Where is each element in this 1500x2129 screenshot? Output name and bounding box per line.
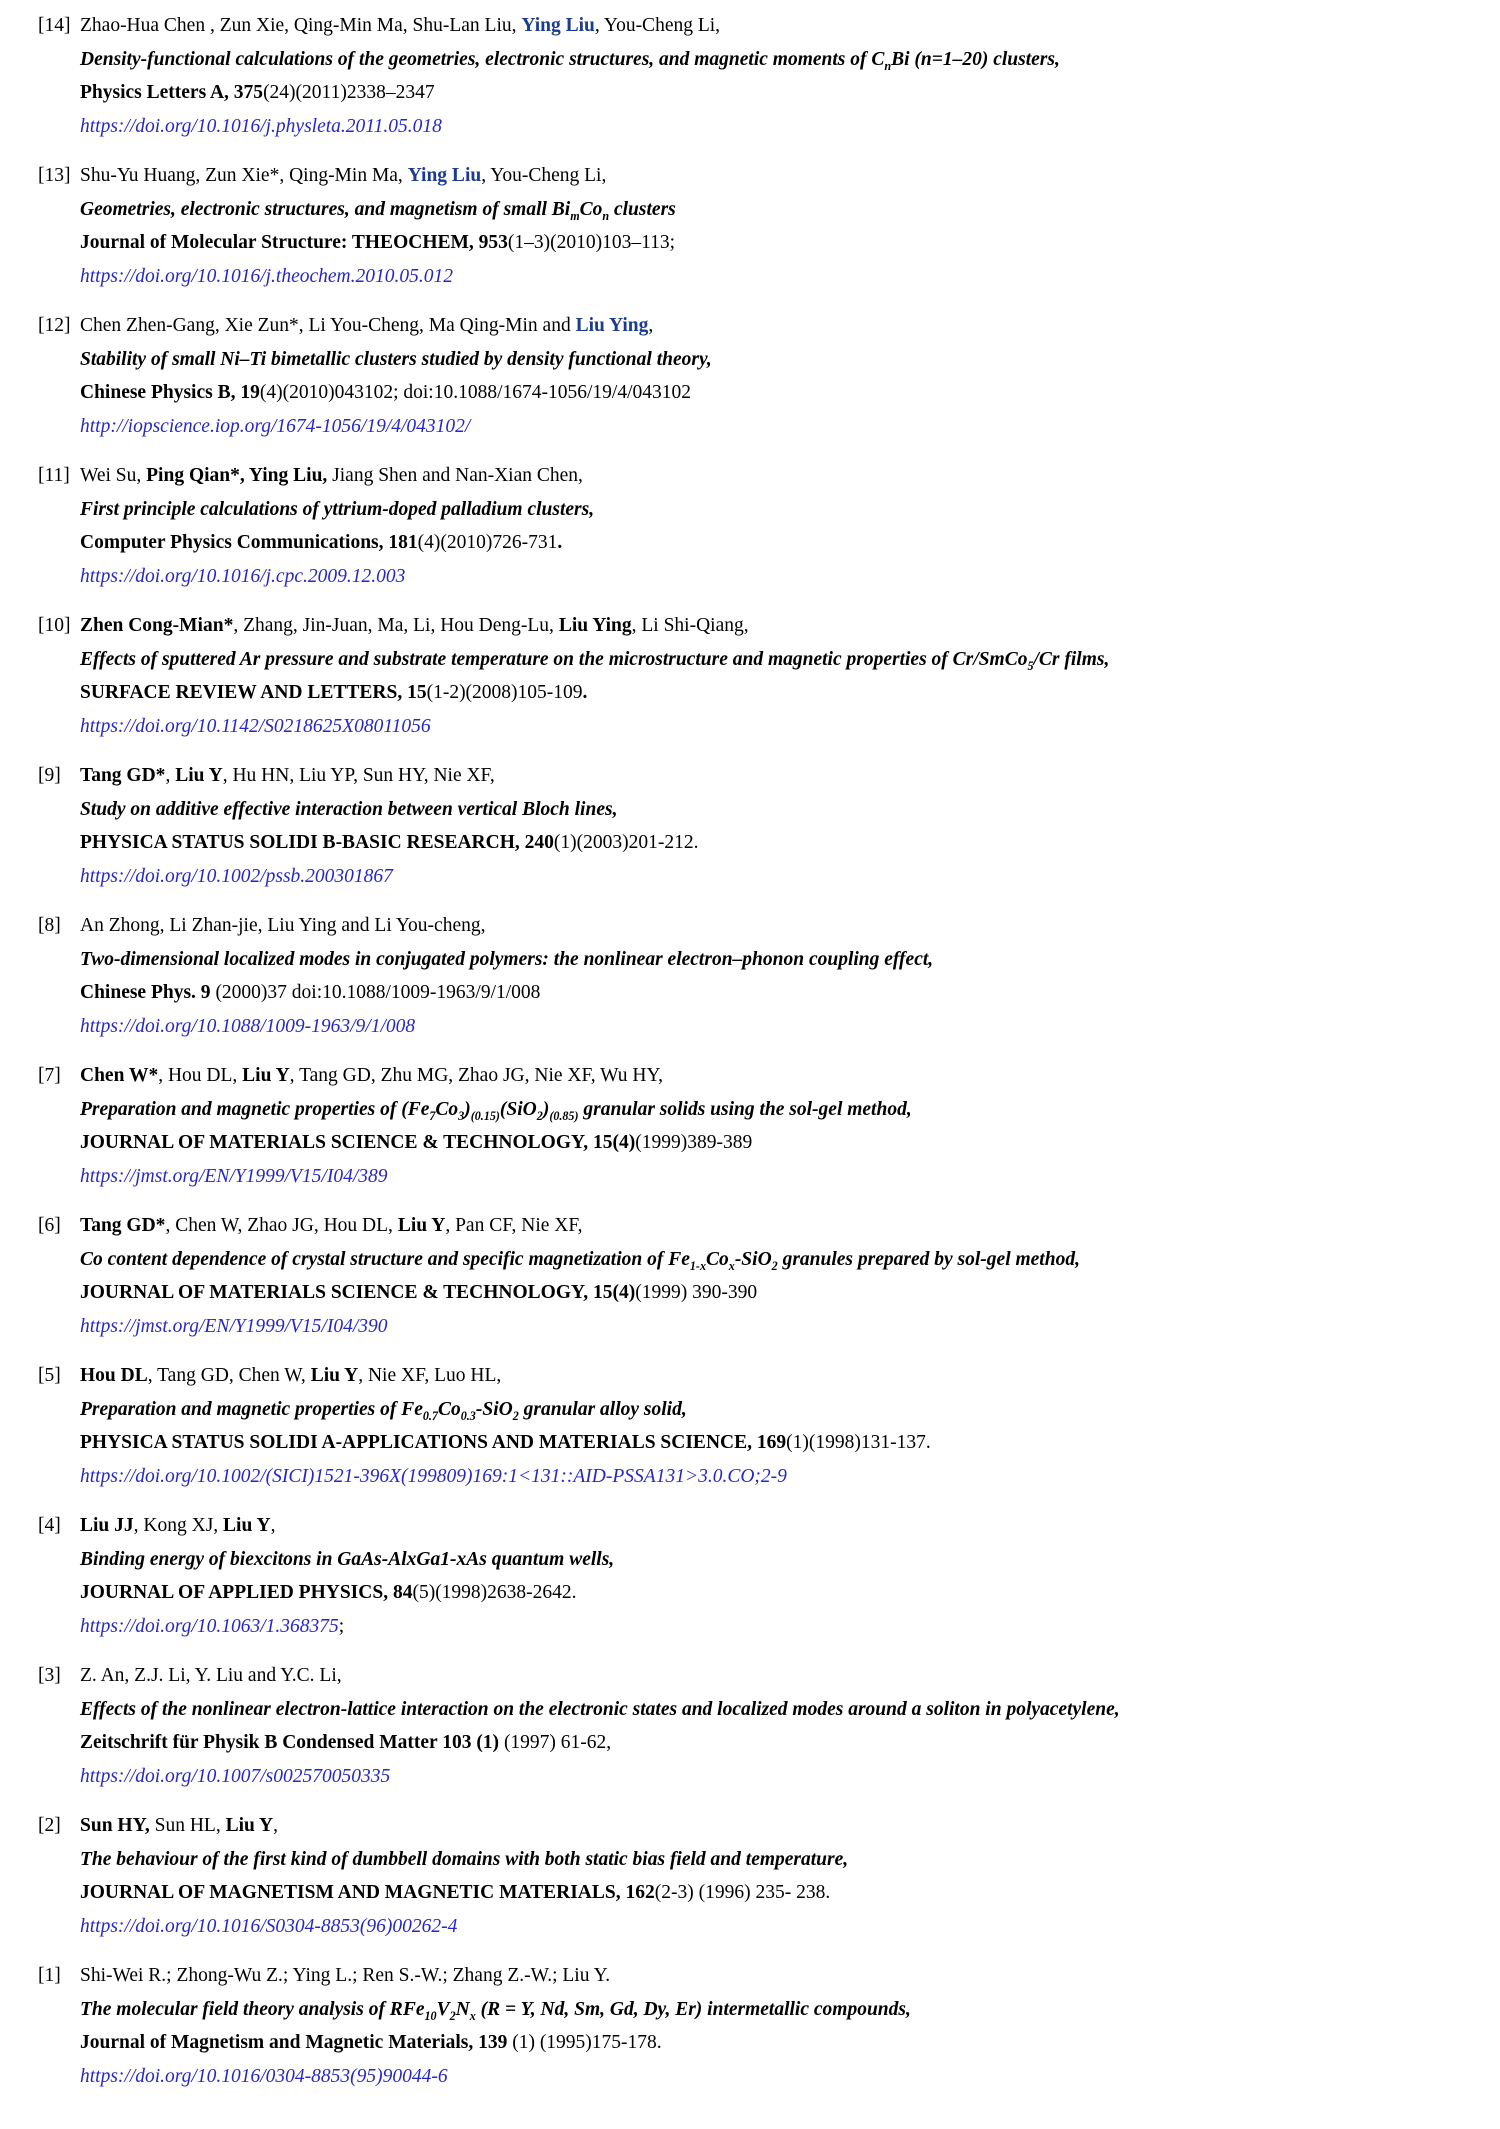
text-segment: 0.7 <box>422 1408 438 1423</box>
reference-item <box>38 909 1472 1043</box>
text-segment: Co <box>435 1098 459 1120</box>
reference-journal <box>80 1576 1472 1610</box>
reference-authors <box>80 1509 1472 1543</box>
text-segment: ) <box>464 1098 471 1120</box>
reference-link-line <box>80 410 1472 444</box>
doi-link[interactable]: https://doi.org/10.1016/j.physleta.2011.05.018 <box>80 115 442 137</box>
text-segment: , You-Cheng Li, <box>481 165 607 186</box>
reference-body <box>80 609 1472 743</box>
reference-link-line <box>80 260 1472 294</box>
text-segment: 2 <box>771 1258 778 1273</box>
text-segment: Ying Liu <box>521 15 595 36</box>
reference-body <box>80 1209 1472 1343</box>
text-segment: , Li Shi-Qiang, <box>631 615 749 636</box>
reference-number: [4] <box>38 1515 61 1536</box>
text-segment: Liu Ying <box>558 615 632 636</box>
reference-item <box>38 309 1472 443</box>
text-segment: Co content dependence of crystal structure and specific magnetization of Fe <box>80 1248 690 1270</box>
reference-authors <box>80 609 1472 643</box>
reference-authors <box>80 1359 1472 1393</box>
reference-number: [12] <box>38 315 71 336</box>
text-segment: Preparation and magnetic properties of Fe <box>80 1398 423 1420</box>
text-segment: Binding energy of biexcitons in GaAs-AlxGa1-xAs quantum wells, <box>80 1548 615 1570</box>
text-segment: (SiO <box>499 1098 537 1120</box>
text-segment: Computer Physics Communications, 181 <box>80 532 418 553</box>
reference-link-line <box>80 1910 1472 1944</box>
text-segment: (2-3) (1996) 235- 238. <box>654 1882 831 1903</box>
text-segment: 7 <box>429 1108 436 1123</box>
text-segment: , Tang GD, Zhu MG, Zhao JG, Nie XF, Wu HY, <box>289 1065 663 1086</box>
text-segment: , Kong XJ, <box>133 1515 224 1536</box>
reference-link-line <box>80 1760 1472 1794</box>
text-segment: Shi-Wei R.; Zhong-Wu Z.; Ying L.; Ren S.-W.; Zhang Z.-W.; Liu Y. <box>80 1965 611 1986</box>
text-segment: granules prepared by sol-gel method, <box>777 1248 1080 1270</box>
reference-authors <box>80 459 1472 493</box>
reference-journal <box>80 226 1472 260</box>
text-segment: n <box>602 208 610 223</box>
reference-authors <box>80 9 1472 43</box>
text-segment: (1999)389-389 <box>635 1132 753 1153</box>
reference-journal <box>80 376 1472 410</box>
reference-journal <box>80 1126 1472 1160</box>
reference-title <box>80 43 1472 77</box>
reference-body <box>80 909 1472 1043</box>
reference-title <box>80 1243 1472 1277</box>
reference-body <box>80 459 1472 593</box>
reference-journal <box>80 1276 1472 1310</box>
reference-item <box>38 759 1472 893</box>
text-segment: , <box>648 315 654 336</box>
text-segment: -SiO <box>734 1248 772 1270</box>
text-segment: Ping Qian*, Ying Liu, <box>146 465 328 486</box>
text-segment: (2000)37 doi:10.1088/1009-1963/9/1/008 <box>210 982 541 1003</box>
text-segment: Liu Y <box>223 1515 271 1536</box>
reference-item <box>38 1809 1472 1943</box>
text-segment: , Zhang, Jin-Juan, Ma, Li, Hou Deng-Lu, <box>233 615 559 636</box>
text-segment: (1-2)(2008)105-109 <box>426 682 583 703</box>
reference-journal <box>80 1876 1472 1910</box>
reference-journal <box>80 1726 1472 1760</box>
reference-link-line <box>80 1610 1472 1644</box>
doi-link[interactable]: https://doi.org/10.1016/S0304-8853(96)00262-4 <box>80 1915 458 1937</box>
reference-title <box>80 1693 1472 1727</box>
reference-list <box>38 9 1472 2093</box>
reference-body <box>80 1509 1472 1643</box>
text-segment: (1997) 61-62, <box>499 1732 612 1753</box>
reference-item <box>38 1959 1472 2093</box>
reference-authors <box>80 1059 1472 1093</box>
reference-item <box>38 9 1472 143</box>
reference-title <box>80 793 1472 827</box>
reference-number: [14] <box>38 15 71 36</box>
reference-body <box>80 159 1472 293</box>
text-segment: 5 <box>1027 658 1034 673</box>
reference-authors <box>80 909 1472 943</box>
text-segment: PHYSICA STATUS SOLIDI A-APPLICATIONS AND MATERIALS SCIENCE, 169 <box>80 1432 787 1453</box>
reference-number: [5] <box>38 1365 61 1386</box>
text-segment: Liu Y <box>225 1815 274 1836</box>
reference-authors <box>80 309 1472 343</box>
text-segment: (1) (1995)175-178. <box>507 2032 662 2053</box>
reference-body <box>80 9 1472 143</box>
reference-title <box>80 1543 1472 1577</box>
text-segment: 1-x <box>689 1258 706 1273</box>
reference-number: [2] <box>38 1815 61 1836</box>
text-segment: , <box>165 765 176 786</box>
reference-journal <box>80 76 1472 110</box>
reference-link-line <box>80 1460 1472 1494</box>
text-segment: Preparation and magnetic properties of (Fe <box>80 1098 430 1120</box>
text-segment: Journal of Magnetism and Magnetic Materials, 139 <box>80 2032 508 2053</box>
text-segment: (4)(2010)043102; doi:10.1088/1674-1056/19/4/043102 <box>259 382 692 403</box>
text-segment: An Zhong, Li Zhan-jie, Liu Ying and Li You-cheng, <box>80 915 486 936</box>
reference-title <box>80 1393 1472 1427</box>
reference-item <box>38 1059 1472 1193</box>
doi-link[interactable]: https://doi.org/10.1007/s002570050335 <box>80 1765 391 1787</box>
reference-authors <box>80 1809 1472 1843</box>
reference-body <box>80 309 1472 443</box>
text-segment: 2 <box>512 1408 519 1423</box>
text-segment: The molecular field theory analysis of RFe <box>80 1998 425 2020</box>
text-segment: First principle calculations of yttrium-doped palladium clusters, <box>80 498 595 520</box>
doi-link[interactable]: https://jmst.org/EN/Y1999/V15/I04/390 <box>80 1315 388 1337</box>
text-segment: 2 <box>536 1108 543 1123</box>
reference-title <box>80 343 1472 377</box>
reference-authors <box>80 1959 1472 1993</box>
text-segment: Co <box>437 1398 461 1420</box>
text-segment: , Nie XF, Luo HL, <box>358 1365 502 1386</box>
text-segment: m <box>570 208 580 223</box>
text-segment: (1)(1998)131-137. <box>786 1432 931 1453</box>
reference-link-line <box>80 110 1472 144</box>
reference-item <box>38 1659 1472 1793</box>
text-segment: , Hou DL, <box>158 1065 243 1086</box>
doi-link[interactable]: https://doi.org/10.1002/pssb.200301867 <box>80 865 393 887</box>
text-segment: 2 <box>449 2008 456 2023</box>
reference-link-line <box>80 2060 1472 2094</box>
doi-link[interactable]: https://doi.org/10.1088/1009-1963/9/1/008 <box>80 1015 416 1037</box>
text-segment: JOURNAL OF MAGNETISM AND MAGNETIC MATERIALS, 162 <box>80 1882 655 1903</box>
reference-body <box>80 759 1472 893</box>
reference-number: [1] <box>38 1965 61 1986</box>
text-segment: Liu Y <box>175 765 223 786</box>
text-segment: Liu Y <box>242 1065 290 1086</box>
text-segment: (4)(2010)726-731 <box>417 532 558 553</box>
text-segment: Liu Y <box>310 1365 359 1386</box>
text-segment: (24)(2011)2338–2347 <box>263 82 435 103</box>
text-segment: clusters <box>609 198 676 220</box>
text-segment: Wei Su, <box>80 465 147 486</box>
text-segment: Geometries, electronic structures, and magnetism of small Bi <box>80 198 571 220</box>
text-segment: (5)(1998)2638-2642. <box>412 1582 577 1603</box>
text-segment: Liu Y <box>397 1215 446 1236</box>
doi-link[interactable]: https://doi.org/10.1016/j.theochem.2010.05.012 <box>80 265 454 287</box>
text-segment: , Hu HN, Liu YP, Sun HY, Nie XF, <box>222 765 495 786</box>
text-segment: Hou DL <box>80 1365 148 1386</box>
reference-link-line <box>80 560 1472 594</box>
text-segment: Effects of the nonlinear electron-lattice interaction on the electronic states and localized modes around a soliton in polyacetylene, <box>80 1698 1120 1720</box>
reference-link-line <box>80 860 1472 894</box>
text-segment: , You-Cheng Li, <box>594 15 721 36</box>
text-segment: Tang GD* <box>80 765 166 786</box>
text-segment: Two-dimensional localized modes in conjugated polymers: the nonlinear electron–phonon coupling effect, <box>80 948 934 970</box>
text-segment: Physics Letters A, 375 <box>80 82 264 103</box>
reference-link-line <box>80 1310 1472 1344</box>
text-segment: , Chen W, Zhao JG, Hou DL, <box>165 1215 398 1236</box>
text-segment: N <box>455 1998 470 2020</box>
text-segment: Co <box>579 198 603 220</box>
text-segment: Co <box>706 1248 729 1270</box>
reference-item <box>38 609 1472 743</box>
text-segment: , <box>270 1515 276 1536</box>
reference-link-line <box>80 1160 1472 1194</box>
reference-title <box>80 943 1472 977</box>
text-segment: Journal of Molecular Structure: THEOCHEM, 953 <box>80 232 508 253</box>
reference-title <box>80 1993 1472 2027</box>
reference-journal <box>80 676 1472 710</box>
text-segment: 0.3 <box>460 1408 476 1423</box>
reference-number: [7] <box>38 1065 61 1086</box>
reference-title <box>80 1843 1472 1877</box>
doi-link[interactable]: https://doi.org/10.1142/S0218625X08011056 <box>80 715 431 737</box>
reference-authors <box>80 159 1472 193</box>
text-segment: Jiang Shen and Nan-Xian Chen, <box>327 465 583 486</box>
text-segment: The behaviour of the first kind of dumbbell domains with both static bias field and temperature, <box>80 1848 849 1870</box>
text-segment: Sun HY, <box>80 1815 150 1836</box>
text-segment: JOURNAL OF APPLIED PHYSICS, 84 <box>80 1582 413 1603</box>
text-segment: n <box>884 58 892 73</box>
text-segment: Study on additive effective interaction between vertical Bloch lines, <box>80 798 618 820</box>
text-segment: , Pan CF, Nie XF, <box>445 1215 583 1236</box>
text-segment: Liu JJ <box>80 1515 134 1536</box>
reference-title <box>80 643 1472 677</box>
text-segment: (1999) 390-390 <box>635 1282 758 1303</box>
reference-item <box>38 1209 1472 1343</box>
text-segment: , Tang GD, Chen W, <box>147 1365 311 1386</box>
text-segment: . <box>557 532 563 553</box>
reference-number: [11] <box>38 465 70 486</box>
text-segment: Chen Zhen-Gang, Xie Zun*, Li You-Cheng, Ma Qing-Min and <box>80 315 576 336</box>
text-segment: /Cr films, <box>1033 648 1110 670</box>
reference-journal <box>80 1426 1472 1460</box>
reference-body <box>80 1059 1472 1193</box>
reference-title <box>80 493 1472 527</box>
reference-journal <box>80 976 1472 1010</box>
text-segment: Effects of sputtered Ar pressure and substrate temperature on the microstructure and magnetic properties of Cr/SmCo <box>80 648 1028 670</box>
reference-number: [10] <box>38 615 71 636</box>
text-segment: V <box>436 1998 450 2020</box>
reference-item <box>38 159 1472 293</box>
text-segment: ) <box>542 1098 550 1120</box>
reference-number: [6] <box>38 1215 61 1236</box>
reference-journal <box>80 826 1472 860</box>
doi-link[interactable]: https://doi.org/10.1063/1.368375 <box>80 1615 339 1637</box>
reference-number: [3] <box>38 1665 61 1686</box>
text-segment: Bi (n=1–20) clusters, <box>891 48 1060 70</box>
text-segment: Sun HL, <box>149 1815 226 1836</box>
text-segment: granular solids using the sol-gel method, <box>578 1098 912 1120</box>
reference-authors <box>80 1209 1472 1243</box>
text-segment: Z. An, Z.J. Li, Y. Liu and Y.C. Li, <box>80 1665 342 1686</box>
reference-title <box>80 1093 1472 1127</box>
text-segment: 3 <box>458 1108 465 1123</box>
reference-authors <box>80 1659 1472 1693</box>
text-segment: 10 <box>424 2008 437 2023</box>
text-segment: x <box>469 2008 476 2023</box>
reference-body <box>80 1959 1472 2093</box>
text-segment: granular alloy solid, <box>518 1398 687 1420</box>
reference-authors <box>80 759 1472 793</box>
text-segment: (1)(2003)201-212. <box>553 832 699 853</box>
text-segment: Stability of small Ni–Ti bimetallic clusters studied by density functional theory, <box>80 348 712 370</box>
text-segment: PHYSICA STATUS SOLIDI B-BASIC RESEARCH, 240 <box>80 832 554 853</box>
reference-item <box>38 1359 1472 1493</box>
text-segment: Zhen Cong-Mian* <box>80 615 234 636</box>
text-segment: Chen W* <box>80 1065 159 1086</box>
text-segment: x <box>728 1258 735 1273</box>
text-segment: SURFACE REVIEW AND LETTERS, 15 <box>80 682 427 703</box>
text-segment: Density-functional calculations of the geometries, electronic structures, and magnetic moments of C <box>80 48 885 70</box>
reference-number: [9] <box>38 765 61 786</box>
text-segment: Liu Ying <box>575 315 649 336</box>
text-segment: JOURNAL OF MATERIALS SCIENCE & TECHNOLOGY, 15(4) <box>80 1132 636 1153</box>
text-segment: Zhao-Hua Chen , Zun Xie, Qing-Min Ma, Shu-Lan Liu, <box>80 15 522 36</box>
doi-link[interactable]: http://iopscience.iop.org/1674-1056/19/4/043102/ <box>80 415 471 437</box>
text-segment: (R = Y, Nd, Sm, Gd, Dy, Er) intermetallic compounds, <box>475 1998 911 2020</box>
reference-link-line <box>80 710 1472 744</box>
reference-number: [8] <box>38 915 61 936</box>
text-segment: Chinese Physics B, 19 <box>80 382 260 403</box>
text-segment: (0.15) <box>470 1108 500 1123</box>
doi-link[interactable]: https://doi.org/10.1002/(SICI)1521-396X(199809)169:1<131::AID-PSSA131>3.0.CO;2-9 <box>80 1465 787 1487</box>
reference-body <box>80 1659 1472 1793</box>
text-segment: Tang GD* <box>80 1215 166 1236</box>
doi-link[interactable]: https://doi.org/10.1016/j.cpc.2009.12.003 <box>80 565 406 587</box>
text-segment: (1–3)(2010)103–113; <box>507 232 676 253</box>
text-segment: Ying Liu <box>407 165 482 186</box>
text-segment: -SiO <box>475 1398 513 1420</box>
reference-item <box>38 459 1472 593</box>
text-segment: JOURNAL OF MATERIALS SCIENCE & TECHNOLOGY, 15(4) <box>80 1282 636 1303</box>
reference-body <box>80 1359 1472 1493</box>
reference-link-line <box>80 1010 1472 1044</box>
reference-number: [13] <box>38 165 71 186</box>
reference-journal <box>80 526 1472 560</box>
text-segment: ; <box>338 1615 345 1637</box>
text-segment: Zeitschrift für Physik B Condensed Matter 103 (1) <box>80 1732 500 1753</box>
text-segment: (0.85) <box>549 1108 579 1123</box>
text-segment: , <box>273 1815 278 1836</box>
text-segment: Shu-Yu Huang, Zun Xie*, Qing-Min Ma, <box>80 165 408 186</box>
reference-body <box>80 1809 1472 1943</box>
text-segment: . <box>582 682 588 703</box>
doi-link[interactable]: https://doi.org/10.1016/0304-8853(95)90044-6 <box>80 2065 448 2087</box>
reference-item <box>38 1509 1472 1643</box>
doi-link[interactable]: https://jmst.org/EN/Y1999/V15/I04/389 <box>80 1165 388 1187</box>
text-segment: Chinese Phys. 9 <box>80 982 211 1003</box>
reference-title <box>80 193 1472 227</box>
reference-journal <box>80 2026 1472 2060</box>
